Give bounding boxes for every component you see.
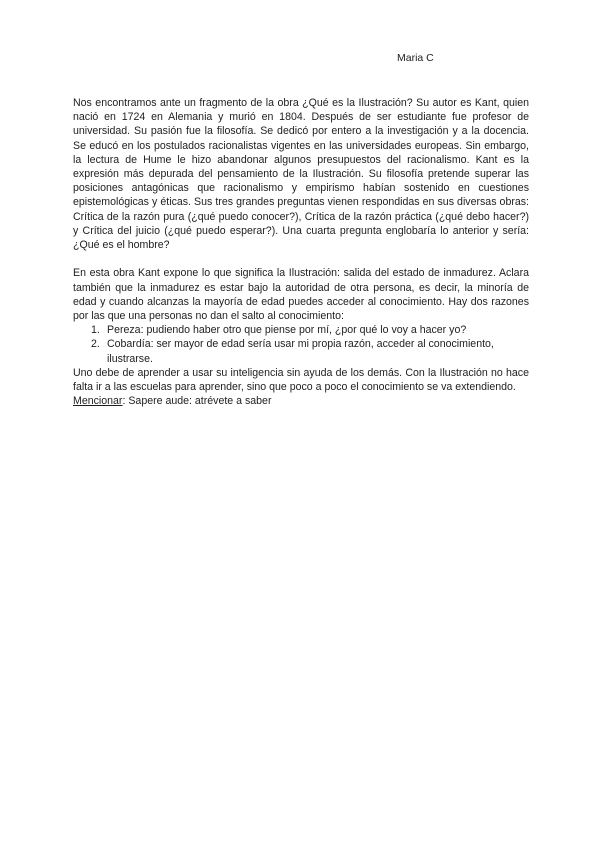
list-item-text: Pereza: pudiendo haber otro que piense por mí, ¿por qué lo voy a hacer yo? xyxy=(107,324,467,337)
mention-line xyxy=(73,394,529,408)
paragraph-enlightenment: En esta obra Kant expone lo que significa la Ilustración: salida del estado de inmadurez. Aclara también que la inmadurez es estar bajo la autoridad de otra persona, es decir, la minoría de edad y cuando alcanzas la mayoría de edad puedes acceder al conocimiento. Hay dos razones por las que una personas no dan el salto al conocimiento: xyxy=(73,267,529,323)
mention-label: Mencionar xyxy=(73,395,123,408)
list-item-text: Cobardía: ser mayor de edad sería usar mi propia razón, acceder al conocimiento, ilustrarse. xyxy=(107,338,494,365)
reasons-list xyxy=(73,323,529,366)
mention-text: : Sapere aude: atrévete a saber xyxy=(122,395,272,408)
paragraph-intro: Nos encontramos ante un fragmento de la obra ¿Qué es la Ilustración? Su autor es Kant, quien nació en 1724 en Alemania y murió en 1804. Después de ser estudiante fue profesor de universidad. Su pasión fue la filosofía. Se dedicó por entero a la investigación y a la docencia. Se educó en los postulados racionalistas vigentes en las universidades europeas. Sin embargo, la lectura de Hume le hizo abandonar algunos presupuestos del racionalismo. Kant es la expresión más depurada del pensamiento de la Ilustración. Su filosofía pretende superar las posiciones antagónicas que racionalismo y empirismo habían sostenido en cuestiones epistemológicas y éticas. Sus tres grandes preguntas vienen respondidas en sus diversas obras: Crítica de la razón pura (¿qué puedo conocer?), Crítica de la razón práctica (¿qué debo hacer?) y Crítica del juicio (¿qué puedo esperar?). Una cuarta pregunta englobaría lo anterior y sería: ¿Qué es el hombre? xyxy=(73,97,529,252)
list-item xyxy=(73,323,529,337)
paragraph-conclusion: Uno debe de aprender a usar su inteligencia sin ayuda de los demás. Con la Ilustración no hace falta ir a las escuelas para aprender, sino que poco a poco el conocimiento se va extendiendo. xyxy=(73,366,529,394)
author-name: Maria C xyxy=(397,52,434,64)
list-item-number: 1. xyxy=(91,324,100,337)
list-item-number: 2. xyxy=(91,338,100,351)
document-body xyxy=(73,96,529,408)
list-item xyxy=(73,337,529,365)
